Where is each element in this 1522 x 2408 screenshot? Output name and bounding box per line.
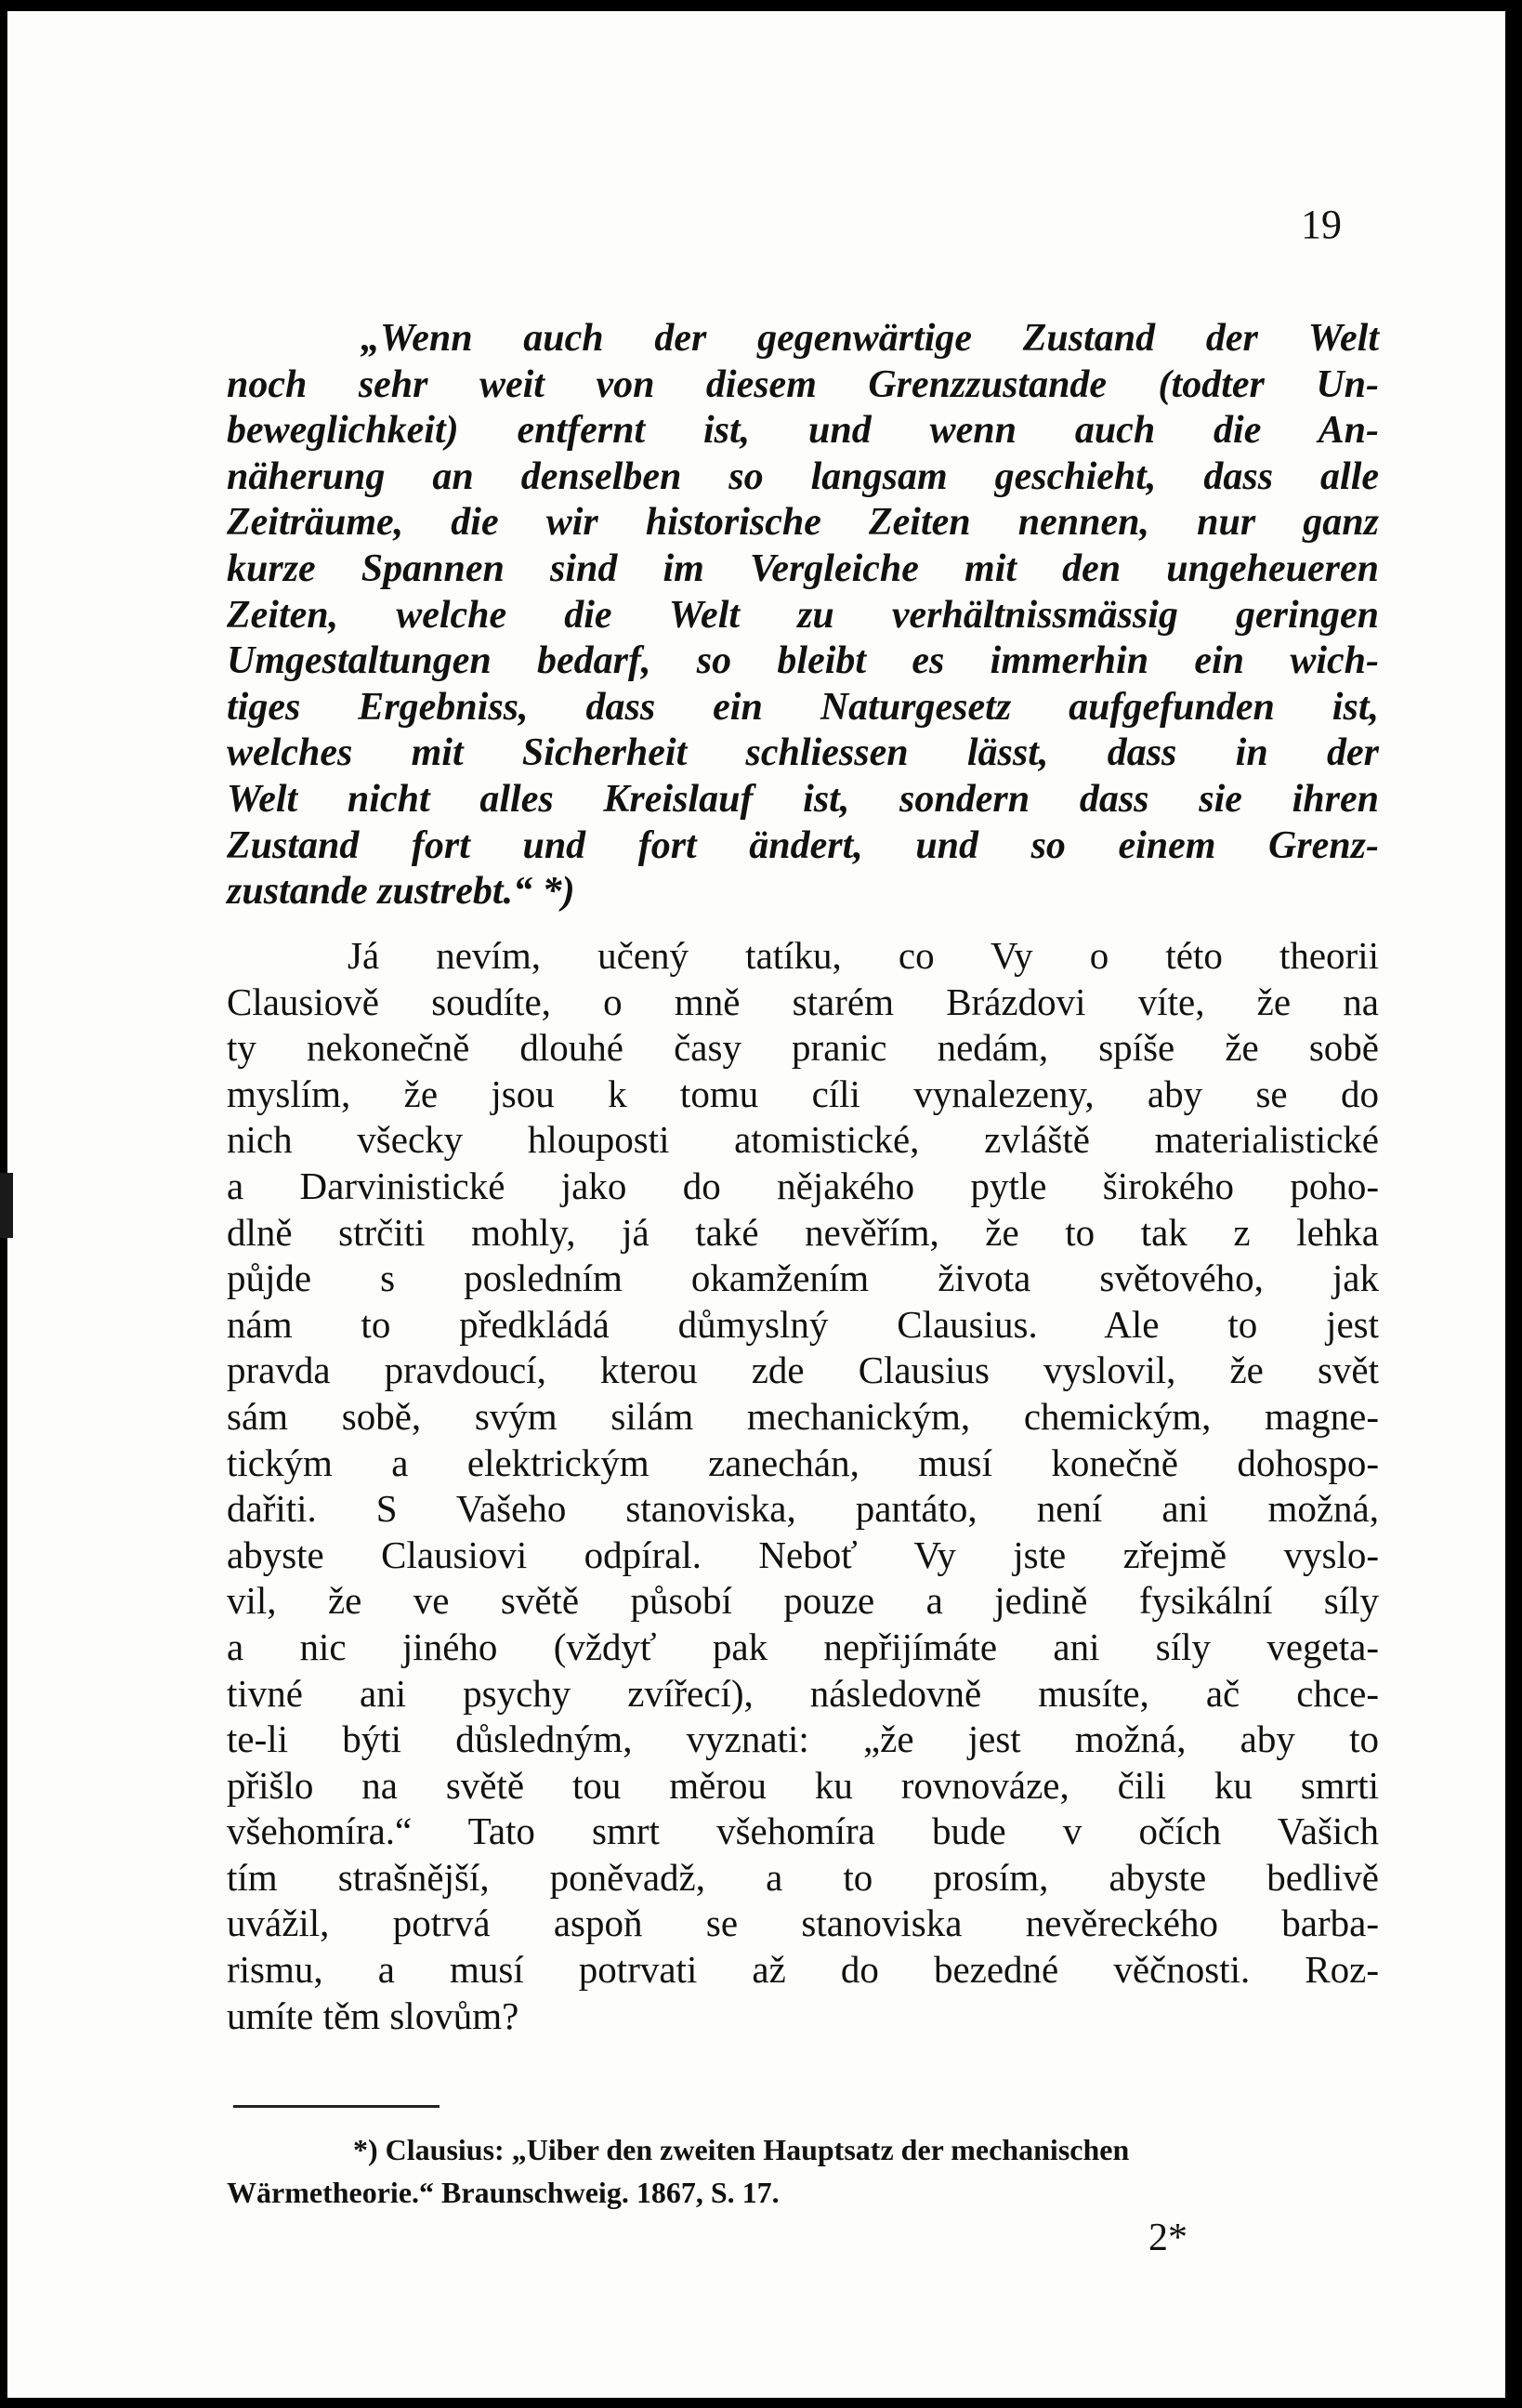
- body-line: všehomíra.“ Tato smrt všehomíra bude v očích Vašich: [227, 1809, 1379, 1853]
- quote-line: zustande zustrebt.“ *): [227, 870, 575, 914]
- quote-line: welches mit Sicherheit schliessen lässt, dass in der: [227, 731, 1379, 775]
- body-line: nich všecky hlouposti atomistické, zvláště materialistické: [227, 1118, 1379, 1162]
- document-page: [7, 11, 1505, 2398]
- body-line: ty nekonečně dlouhé časy pranic nedám, spíše že sobě: [227, 1026, 1379, 1070]
- body-line: tím strašnější, poněvadž, a to prosím, abyste bedlivě: [227, 1855, 1379, 1899]
- body-line: a nic jiného (vždyť pak nepřijímáte ani síly vegeta-: [227, 1625, 1379, 1668]
- quote-line: noch sehr weit von diesem Grenzzustande (todter Un-: [227, 362, 1379, 406]
- body-line: Já nevím, učený tatíku, co Vy o této theorii: [348, 934, 1379, 977]
- quote-line: „Wenn auch der gegenwärtige Zustand der Welt: [361, 317, 1379, 360]
- quote-line: Zeiträume, die wir historische Zeiten nennen, nur ganz: [227, 501, 1379, 545]
- footnote-line: Wärmetheorie.“ Braunschweig. 1867, S. 17.: [227, 2176, 780, 2209]
- body-line: vil, že ve světě působí pouze a jedině fysikální síly: [227, 1579, 1379, 1623]
- body-line: půjde s posledním okamžením života světového, jak: [227, 1257, 1379, 1300]
- body-line: dlně strčiti mohly, já také nevěřím, že to tak z lehka: [227, 1210, 1379, 1254]
- quote-line: beweglichkeit) entfernt ist, und wenn auch die An-: [227, 409, 1379, 453]
- body-line: tickým a elektrickým zanechán, musí konečně dohospo-: [227, 1441, 1379, 1484]
- quotation-block: [227, 316, 1379, 915]
- quote-line: Zeiten, welche die Welt zu verhältnissmässig geringen: [227, 593, 1379, 637]
- body-line: uvážil, potrvá aspoň se stanoviska nevěreckého barba-: [227, 1901, 1379, 1945]
- body-line: Clausiově soudíte, o mně starém Brázdovi víte, že na: [227, 980, 1379, 1023]
- body-line: abyste Clausiovi odpíral. Neboť Vy jste zřejmě vyslo-: [227, 1533, 1379, 1576]
- body-line: přišlo na světě tou měrou ku rovnováze, čili ku smrti: [227, 1763, 1379, 1807]
- quote-line: Zustand fort und fort ändert, und so einem Grenz-: [227, 823, 1379, 867]
- body-line: rismu, a musí potrvati až do bezedné věčnosti. Roz-: [227, 1948, 1379, 1992]
- footnote-line: *) Clausius: „Uiber den zweiten Hauptsatz der mechanischen: [353, 2133, 1130, 2166]
- printer-signature-mark: 2*: [1148, 2217, 1187, 2259]
- body-line: nám to předkládá důmyslný Clausius. Ale to jest: [227, 1302, 1379, 1346]
- body-paragraph: [227, 933, 1379, 2039]
- quote-line: tiges Ergebniss, dass ein Naturgesetz aufgefunden ist,: [227, 685, 1379, 729]
- quote-line: Umgestaltungen bedarf, so bleibt es immerhin ein wich-: [227, 639, 1379, 683]
- body-line: myslím, že jsou k tomu cíli vynalezeny, aby se do: [227, 1072, 1379, 1115]
- scan-edge-mark: [0, 1173, 13, 1238]
- body-line: dařiti. S Vašeho stanoviska, pantáto, není ani možná,: [227, 1487, 1379, 1531]
- body-line: umíte těm slovům?: [227, 1994, 519, 2037]
- body-line: pravda pravdoucí, kterou zde Clausius vyslovil, že svět: [227, 1349, 1379, 1392]
- quote-line: näherung an denselben so langsam geschieht, dass alle: [227, 454, 1379, 498]
- body-line: a Darvinistické jako do nějakého pytle širokého poho-: [227, 1164, 1379, 1207]
- body-line: te-li býti důsledným, vyznati: „že jest možná, aby to: [227, 1717, 1379, 1761]
- page-number: 19: [1301, 202, 1342, 247]
- body-line: sám sobě, svým silám mechanickým, chemickým, magne-: [227, 1394, 1379, 1438]
- footnote-divider: [233, 2105, 440, 2108]
- quote-line: Welt nicht alles Kreislauf ist, sondern dass sie ihren: [227, 777, 1379, 821]
- footnote: [227, 2128, 1379, 2214]
- body-line: tivné ani psychy zvířecí), následovně musíte, ač chce-: [227, 1671, 1379, 1715]
- quote-line: kurze Spannen sind im Vergleiche mit den ungeheueren: [227, 546, 1379, 590]
